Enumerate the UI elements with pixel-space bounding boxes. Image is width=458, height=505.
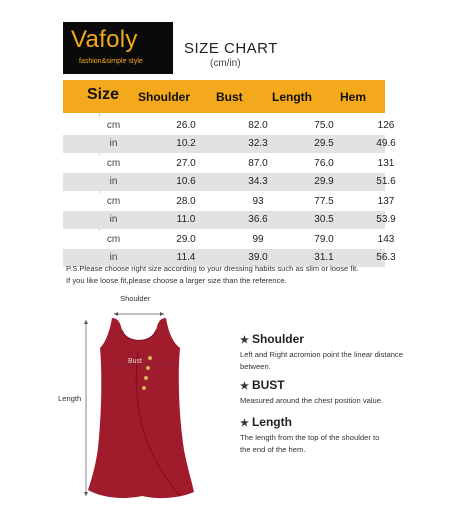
table-cell: 82.0 [248, 120, 268, 131]
note-line-2: If you like loose fit,please choose a larger size than the reference. [66, 276, 287, 285]
star-icon: ★ [240, 335, 249, 346]
table-cell: 26.0 [176, 120, 196, 131]
table-cell: 34.3 [248, 176, 268, 187]
tank-top-shape [88, 318, 194, 498]
table-cell: 56.3 [376, 252, 396, 263]
table-cell: 30.5 [314, 214, 334, 225]
table-cell: 87.0 [248, 158, 268, 169]
header-hem: Hem [340, 90, 367, 104]
table-cell: 27.0 [176, 158, 196, 169]
garment-diagram [58, 294, 220, 505]
header-shoulder: Shoulder [138, 90, 191, 104]
table-cell: 10.6 [176, 176, 196, 187]
size-chart-title: SIZE CHART [184, 40, 278, 57]
unit-label: in [109, 138, 118, 149]
length-definition [240, 415, 410, 456]
shoulder-def-line-2: between. [240, 362, 271, 371]
star-icon: ★ [240, 381, 249, 392]
table-cell: 75.0 [314, 120, 334, 131]
table-cell: 131 [377, 158, 395, 169]
button-3 [144, 376, 148, 380]
table-row [63, 135, 396, 153]
table-cell: 49.6 [376, 138, 396, 149]
length-arrow-bottom-head [84, 492, 88, 496]
bust-label: Bust [128, 358, 143, 365]
shoulder-arrow-left-head [114, 312, 118, 316]
table-cell: 79.0 [314, 234, 334, 245]
size-table [63, 80, 396, 267]
table-cell: 36.6 [248, 214, 268, 225]
table-cell: 51.6 [376, 176, 396, 187]
brand-tagline: fashion&simple style [79, 58, 143, 65]
length-arrow-top-head [84, 320, 88, 324]
shoulder-def-line-1: Left and Right acromion point the linear distance [240, 350, 403, 359]
table-body [63, 113, 396, 267]
shoulder-label: Shoulder [120, 294, 151, 303]
bust-def-line-1: Measured around the chest position value. [240, 396, 384, 405]
header-size: Size [87, 86, 120, 103]
table-cell: 39.0 [248, 252, 268, 263]
table-cell: 126 [377, 120, 395, 131]
bust-definition [240, 378, 410, 407]
table-cell: 143 [377, 234, 395, 245]
unit-label: cm [106, 196, 121, 207]
star-icon: ★ [240, 418, 249, 429]
note-line-1: P.S.Please choose right size according to your dressing habits such as slim or loose fit. [66, 264, 359, 273]
table-cell: 11.0 [176, 214, 196, 225]
table-cell: 11.4 [176, 252, 196, 263]
unit-label: in [109, 176, 118, 187]
table-cell: 10.2 [176, 138, 196, 149]
table-cell: 93 [252, 196, 264, 207]
table-cell: 77.5 [314, 196, 334, 207]
brand-name: Vafoly [71, 26, 138, 53]
table-header [63, 80, 385, 113]
length-label: Length [58, 394, 82, 403]
table-cell: 28.0 [176, 196, 196, 207]
table-cell: 29.0 [176, 234, 196, 245]
unit-label: cm [106, 120, 121, 131]
header-length: Length [272, 90, 312, 104]
table-row [63, 155, 395, 173]
bust-def-title: BUST [251, 378, 285, 392]
header-bust: Bust [216, 90, 243, 104]
unit-label: cm [106, 158, 121, 169]
table-cell: 32.3 [248, 138, 268, 149]
length-def-line-1: The length from the top of the shoulder to [240, 433, 380, 442]
table-cell: 76.0 [314, 158, 334, 169]
table-cell: 99 [252, 234, 264, 245]
table-cell: 31.1 [314, 252, 334, 263]
button-1 [148, 356, 152, 360]
size-chart-unit: (cm/in) [210, 58, 241, 69]
shoulder-definition [240, 332, 410, 373]
table-cell: 53.9 [376, 214, 396, 225]
brand-logo [63, 22, 173, 74]
unit-label: cm [106, 234, 121, 245]
shoulder-def-title: Shoulder [251, 332, 304, 346]
table-row [63, 211, 396, 229]
table-cell: 29.5 [314, 138, 334, 149]
table-cell: 29.9 [314, 176, 334, 187]
table-row [63, 231, 395, 249]
table-row [63, 193, 395, 211]
button-2 [146, 366, 150, 370]
table-row [63, 173, 396, 191]
table-row [63, 117, 395, 135]
button-4 [142, 386, 146, 390]
unit-label: in [109, 252, 118, 263]
table-cell: 137 [377, 196, 395, 207]
shoulder-arrow-right-head [160, 312, 164, 316]
length-def-title: Length [251, 415, 292, 429]
length-def-line-2: the end of the hem. [240, 445, 306, 454]
unit-label: in [109, 214, 118, 225]
